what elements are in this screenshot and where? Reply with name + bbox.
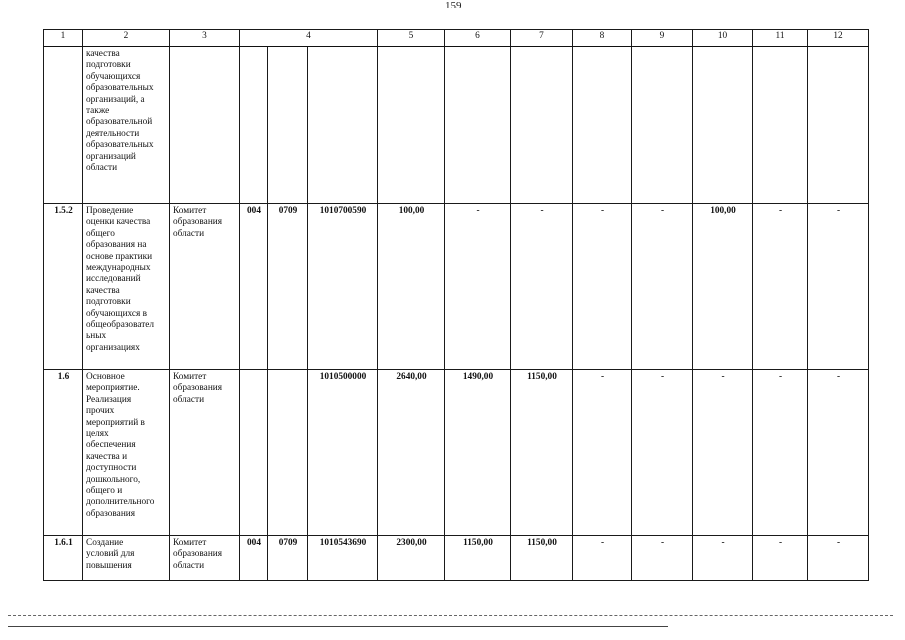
- grbs-code: 004: [240, 204, 268, 370]
- amount-total: 2300,00: [378, 536, 445, 581]
- amount-col10: -: [693, 370, 753, 536]
- executor: [170, 47, 240, 204]
- amount-col8: -: [573, 370, 632, 536]
- amount-col11: -: [753, 536, 808, 581]
- amount-total: 2640,00: [378, 370, 445, 536]
- table-row: [44, 204, 869, 370]
- amount-col8: -: [573, 204, 632, 370]
- amount-col9: -: [632, 536, 693, 581]
- amount-col11: -: [753, 370, 808, 536]
- row-number: 1.6: [44, 370, 83, 536]
- amount-col7: 1150,00: [511, 370, 573, 536]
- amount-col6: -: [445, 204, 511, 370]
- table-row: [44, 536, 869, 581]
- header-cell: 9: [632, 30, 693, 47]
- header-cell: 6: [445, 30, 511, 47]
- scan-line-bottom: [8, 626, 668, 627]
- amount-col12: [808, 47, 869, 204]
- amount-col10: -: [693, 536, 753, 581]
- amount-col6: 1150,00: [445, 536, 511, 581]
- row-number: 1.5.2: [44, 204, 83, 370]
- header-cell: 8: [573, 30, 632, 47]
- amount-col10: 100,00: [693, 204, 753, 370]
- amount-col8: [573, 47, 632, 204]
- header-cell: 10: [693, 30, 753, 47]
- scan-line-top: [8, 615, 893, 616]
- amount-col12: -: [808, 370, 869, 536]
- amount-total: [378, 47, 445, 204]
- row-number: 1.6.1: [44, 536, 83, 581]
- header-cell: 2: [83, 30, 170, 47]
- grbs-code: [240, 47, 268, 204]
- row-number: [44, 47, 83, 204]
- csr-code: 1010543690: [308, 536, 378, 581]
- executor: Комитет образования области: [170, 204, 240, 370]
- amount-col12: -: [808, 536, 869, 581]
- executor: Комитет образования области: [170, 536, 240, 581]
- amount-col9: -: [632, 370, 693, 536]
- header-cell: 4: [240, 30, 378, 47]
- header-cell: 11: [753, 30, 808, 47]
- rzpr-code: 0709: [268, 204, 308, 370]
- rzpr-code: [268, 370, 308, 536]
- page-number: 159: [445, 1, 462, 8]
- program-budget-table: [43, 29, 869, 581]
- rzpr-code: [268, 47, 308, 204]
- amount-col8: -: [573, 536, 632, 581]
- amount-col11: [753, 47, 808, 204]
- amount-col7: [511, 47, 573, 204]
- header-cell: 1: [44, 30, 83, 47]
- amount-col9: [632, 47, 693, 204]
- csr-code: 1010500000: [308, 370, 378, 536]
- header-cell: 7: [511, 30, 573, 47]
- measure-name: Основное мероприятие. Реализация прочих мероприятий в целях обеспечения качества и доступности дошкольного, общего и дополнительного образования: [83, 370, 170, 536]
- measure-name: качества подготовки обучающихся образовательных организаций, а также образовательной деятельности образовательных организаций области: [83, 47, 170, 204]
- amount-col6: [445, 47, 511, 204]
- amount-col7: 1150,00: [511, 536, 573, 581]
- measure-name: Проведение оценки качества общего образования на основе практики международных исследований качества подготовки обучающихся в общеобразовател ьных организациях: [83, 204, 170, 370]
- rzpr-code: 0709: [268, 536, 308, 581]
- amount-col10: [693, 47, 753, 204]
- amount-col11: -: [753, 204, 808, 370]
- amount-total: 100,00: [378, 204, 445, 370]
- amount-col7: -: [511, 204, 573, 370]
- amount-col6: 1490,00: [445, 370, 511, 536]
- header-cell: 5: [378, 30, 445, 47]
- header-row: [44, 30, 869, 47]
- executor: Комитет образования области: [170, 370, 240, 536]
- amount-col12: -: [808, 204, 869, 370]
- grbs-code: 004: [240, 536, 268, 581]
- measure-name: Создание условий для повышения: [83, 536, 170, 581]
- grbs-code: [240, 370, 268, 536]
- table-row: [44, 47, 869, 204]
- header-cell: 3: [170, 30, 240, 47]
- csr-code: 1010700590: [308, 204, 378, 370]
- header-cell: 12: [808, 30, 869, 47]
- csr-code: [308, 47, 378, 204]
- table-row: [44, 370, 869, 536]
- amount-col9: -: [632, 204, 693, 370]
